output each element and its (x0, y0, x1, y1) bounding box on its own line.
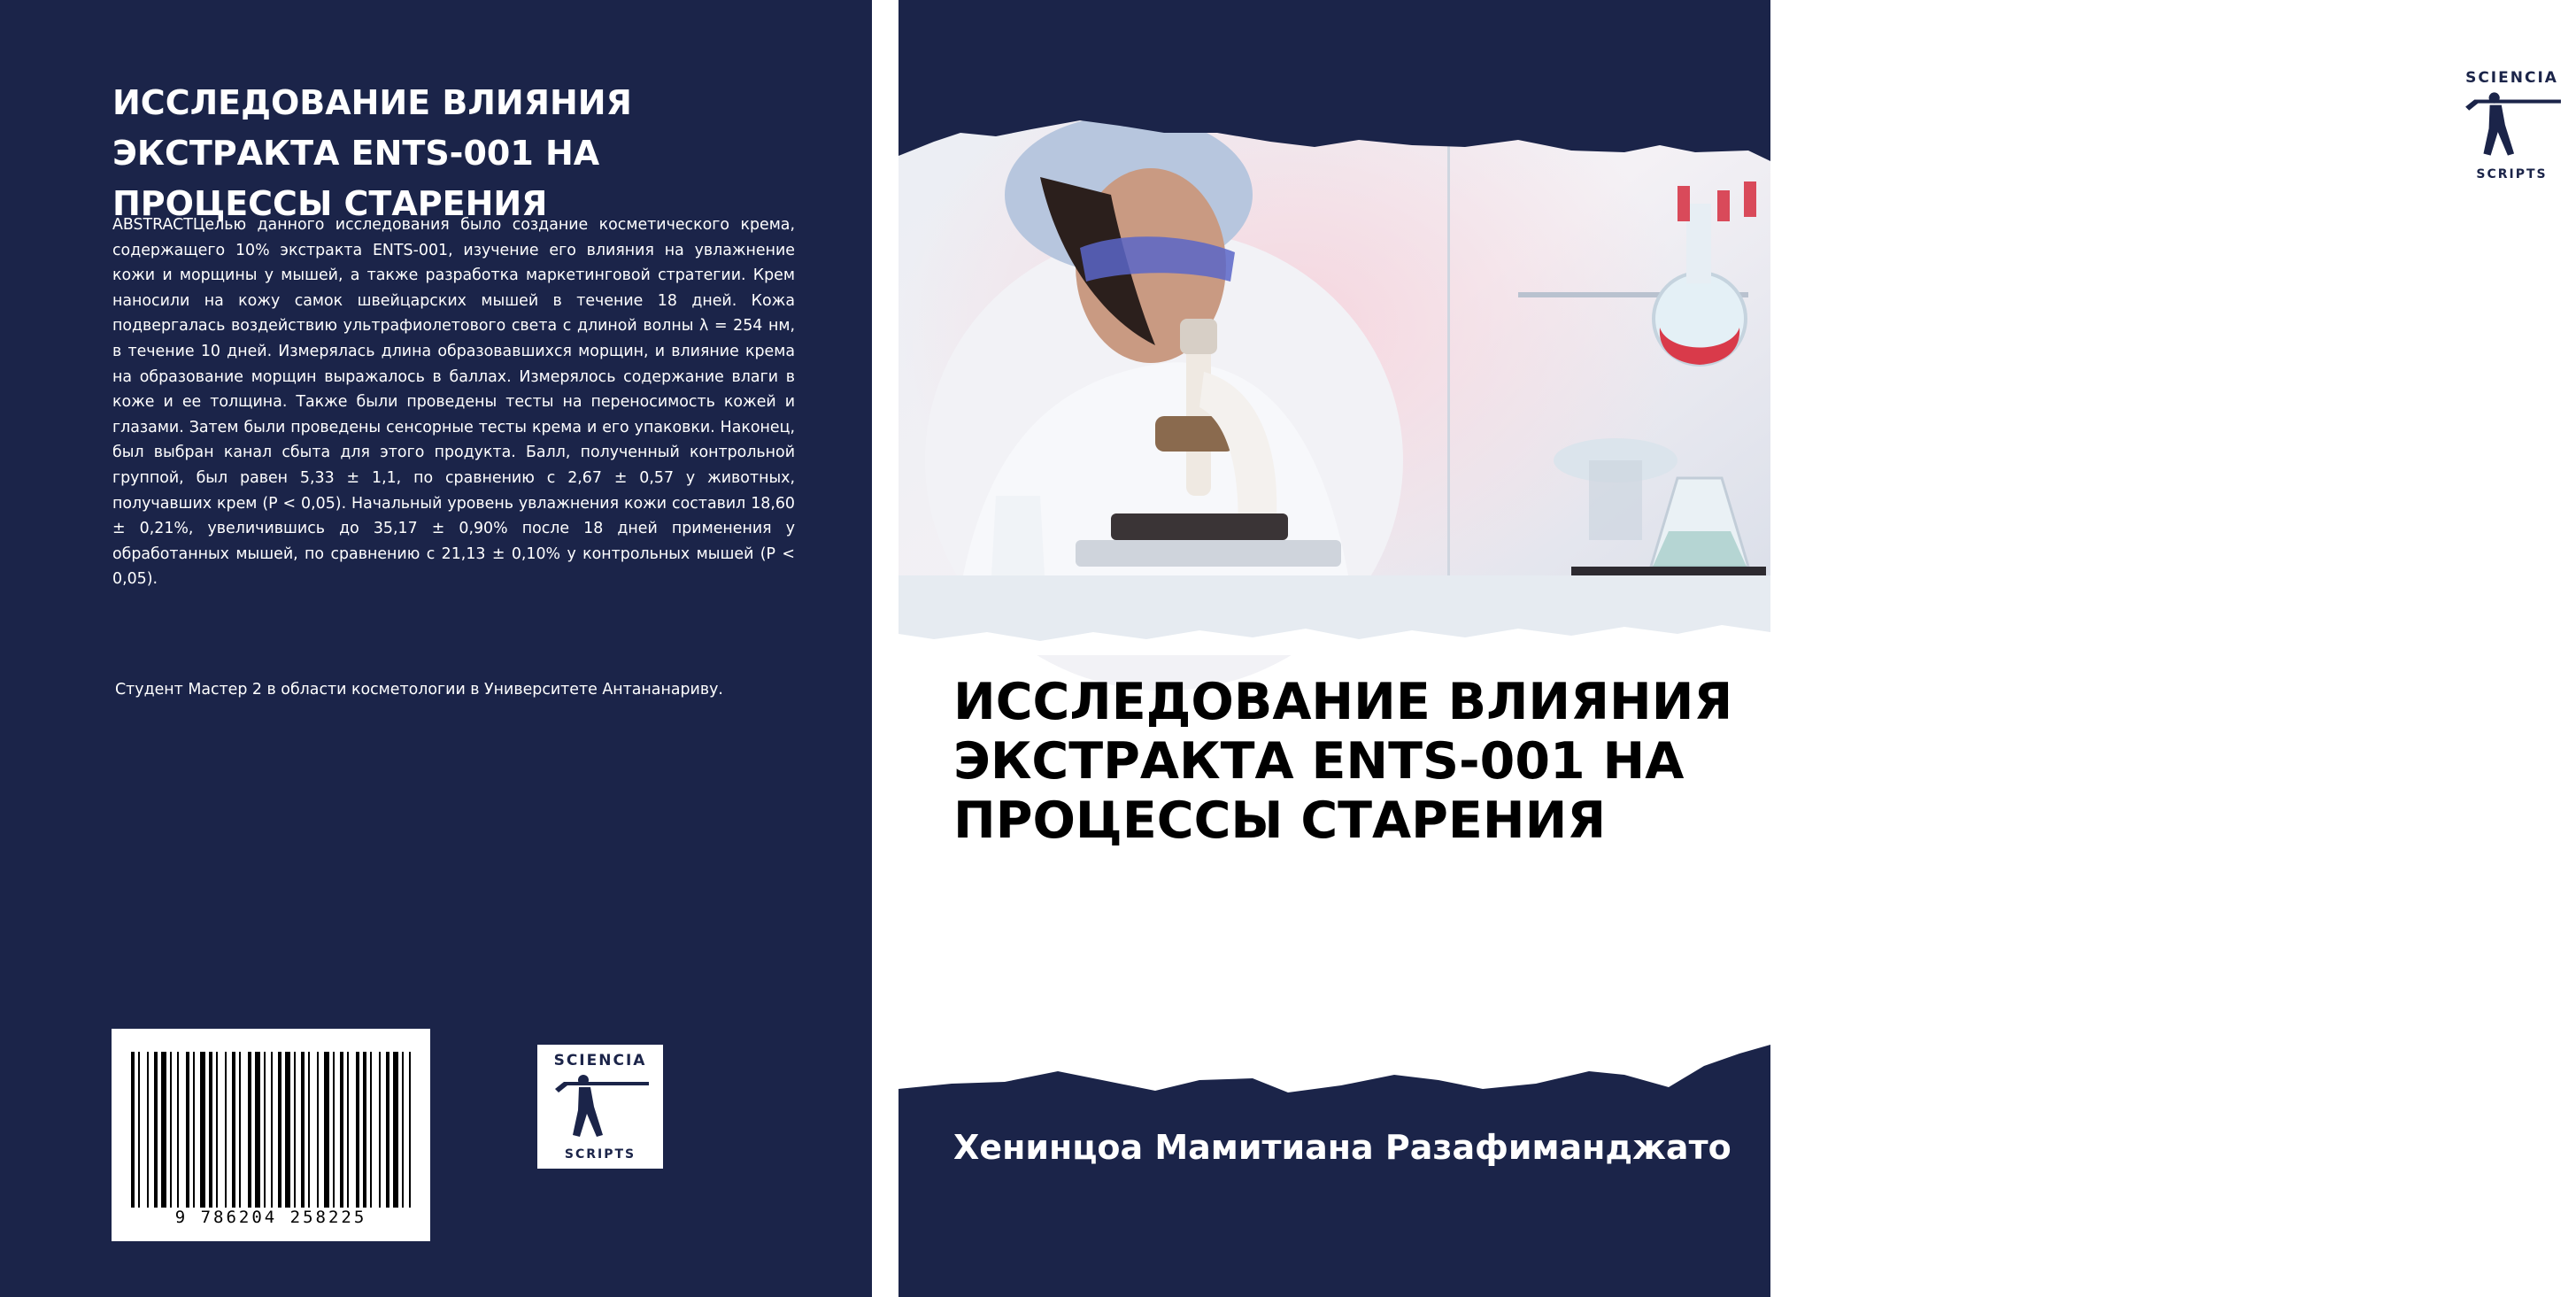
walking-man-icon (2458, 89, 2564, 159)
author-note: Студент Мастер 2 в области косметологии в Университете Антананариву. (115, 681, 723, 699)
front-cover-title: ИССЛЕДОВАНИЕ ВЛИЯНИЯ ЭКСТРАКТА ENTS-001 НА ПРОЦЕССЫ СТАРЕНИЯ (953, 673, 1733, 850)
barcode-bars-icon (131, 1052, 411, 1208)
back-cover (0, 0, 872, 1297)
logo-bottom-word: SCRIPTS (2476, 167, 2548, 181)
publisher-logo-back (537, 1045, 663, 1169)
abstract-text: ABSTRACTЦелью данного исследования было создание косметического крема, содержащего 10% экстракта ENTS-001, изучение его влияния на увлажнение кожи и морщины у мышей, а также разработка маркетинговой стратегии. Крем наносили на кожу самок швейцарских мышей в течение 18 дней. Кожа подвергалась воздействию ультрафиолетового света с длиной волны λ = 254 нм, в течение 10 дней. Измерялась длина образовавшихся морщин, и влияние крема на образование морщин выражалось в баллах. Измерялось содержание влаги в коже и ее толщина. Также были проведены тесты на переносимость кожей и глазами. Затем были проведены сенсорные тесты крема и его упаковки. Наконец, был выбран канал сбыта для этого продукта. Балл, полученный контрольной группой, был равен 5,33 ± 1,1, по сравнению с 2,67 ± 0,57 у животных, получавших крем (P < 0,05). Начальный уровень увлажнения кожи составил 18,60 ± 0,21%, увеличившись до 35,17 ± 0,90% после 18 дней применения у обработанных мышей, по сравнению с 21,13 ± 0,10% у контрольных мышей (P < 0,05). (112, 216, 795, 589)
publisher-logo-front (2448, 62, 2576, 189)
photo-torn-edge (899, 620, 1770, 655)
top-navy-band (899, 0, 1770, 177)
front-cover (899, 0, 2558, 1297)
logo-top-word: SCIENCIA (553, 1052, 647, 1069)
logo-top-word: SCIENCIA (2465, 69, 2558, 87)
barcode-digits: 9 786204 258225 (174, 1208, 367, 1227)
spine-gap (872, 0, 899, 1297)
walking-man-icon (548, 1071, 652, 1140)
back-cover-title: ИССЛЕДОВАНИЕ ВЛИЯНИЯ ЭКСТРАКТА ENTS-001 НА ПРОЦЕССЫ СТАРЕНИЯ (112, 83, 632, 223)
isbn-barcode (112, 1029, 430, 1241)
author-name: Хенинцоа Мамитиана Разафиманджато (953, 1128, 1731, 1167)
logo-bottom-word: SCRIPTS (564, 1147, 636, 1162)
bottom-navy-band (899, 1045, 1770, 1297)
